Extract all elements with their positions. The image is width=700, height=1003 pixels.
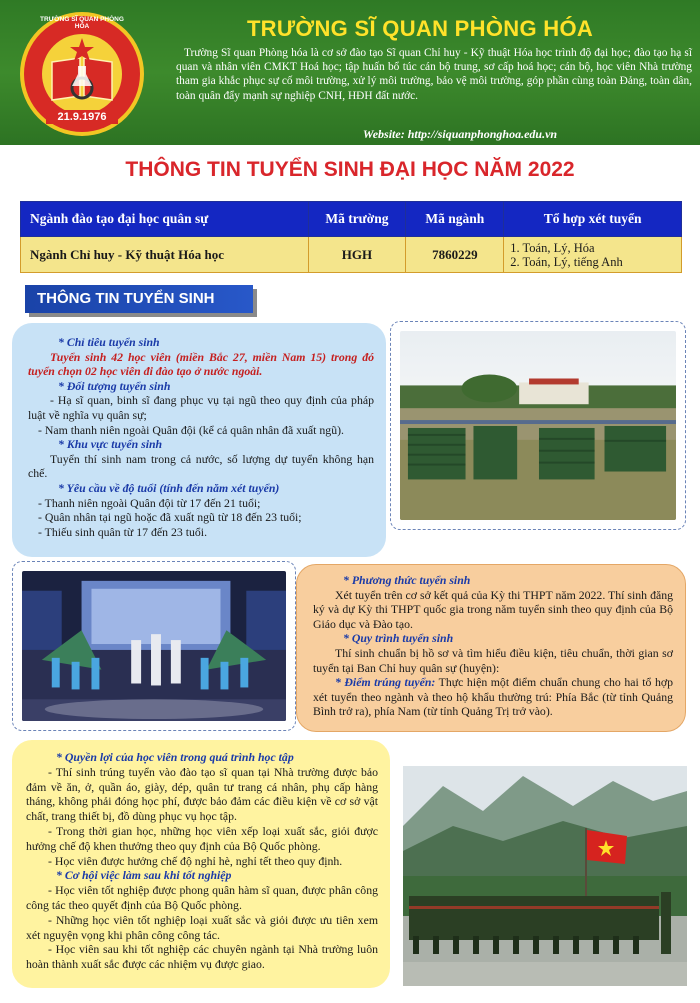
benefits-box: [12, 740, 390, 988]
logo-date: 21.9.1976: [57, 111, 107, 123]
age-item: - Quân nhân tại ngũ hoặc đã xuất ngũ từ 18 đến 23 tuổi;: [38, 510, 302, 525]
score-heading: * Điểm trúng tuyển:: [335, 675, 436, 690]
admission-method-box: [296, 564, 686, 732]
enrollment-info-box: [12, 323, 386, 557]
table-row: [21, 237, 682, 273]
combos-cell: [504, 237, 682, 273]
school-logo: [18, 10, 146, 138]
admission-table: [20, 201, 682, 273]
target-item: - Nam thanh niên ngoài Quân đội (kể cả quân nhân đã xuất ngũ).: [38, 422, 344, 437]
target-item: - Hạ sĩ quan, binh sĩ đang phục vụ tại ngũ theo quy định của pháp luật về nghĩa vụ quân sự;: [28, 393, 374, 422]
major-code-cell: 7860229: [406, 237, 504, 273]
age-heading: * Yêu cầu về độ tuổi (tính đến năm xét tuyển): [58, 480, 280, 495]
benefits-heading: * Quyền lợi của học viên trong quá trình học tập: [56, 750, 294, 764]
major-cell: Ngành Chỉ huy - Kỹ thuật Hóa học: [21, 237, 309, 273]
score-text: [313, 675, 673, 719]
stage-performance-photo: [22, 571, 286, 721]
process-text: Thí sinh chuẩn bị hồ sơ và tìm hiểu điều kiện, tiêu chuẩn, thời gian sơ tuyển tại Ban Chỉ huy quân sự (huyện):: [313, 645, 673, 675]
benefit-item: - Trong thời gian học, những học viên xếp loại xuất sắc, giỏi được hưởng chế độ khen thưởng theo quy định của Bộ Quốc phòng.: [26, 823, 378, 853]
area-heading: * Khu vực tuyển sinh: [58, 437, 163, 452]
table-header: Mã ngành: [406, 202, 504, 237]
career-item: - Những học viên tốt nghiệp loại xuất sắc và giỏi được ưu tiên xem xét nguyện vọng khi phân công công tác.: [26, 912, 378, 942]
table-header-row: [21, 202, 682, 237]
career-item: - Học viên sau khi tốt nghiệp các chuyên ngành tại Nhà trường luôn hoàn thành xuất sắc được các nhiệm vụ được giao.: [26, 942, 378, 972]
age-item: - Thanh niên ngoài Quân đội từ 17 đến 21 tuổi;: [38, 495, 261, 510]
benefit-item: - Thí sinh trúng tuyển vào đào tạo sĩ quan tại Nhà trường được bảo đảm về ăn, ở, quần áo, giày, dép, quân tư trang cá nhân, phụ cấp hàng tháng, không phải đóng học phí, được bảo đảm các điều kiện về cơ sở vật chất, trang thiết bị, đồ dùng phục vụ học tập.: [26, 764, 378, 824]
table-header: Mã trường: [308, 202, 406, 237]
career-heading: * Cơ hội việc làm sau khi tốt nghiệp: [56, 868, 232, 883]
marching-soldiers-photo: [403, 766, 687, 986]
benefit-item: - Học viên được hưởng chế độ nghỉ hè, nghỉ tết theo quy định.: [48, 853, 343, 868]
quota-text: Tuyển sinh 42 học viên (miền Bắc 27, miền Nam 15) trong đó tuyển chọn 02 học viên đi đào tạo ở nước ngoài.: [28, 349, 374, 379]
method-text: Xét tuyển trên cơ sở kết quả của Kỳ thi THPT năm 2022. Thí sinh đăng ký và dự Kỳ thi THPT quốc gia trong năm tuyển sinh theo quy định của Bộ Giáo dục và Đào tạo.: [313, 587, 673, 631]
combo-item: 2. Toán, Lý, tiếng Anh: [510, 254, 623, 269]
photo-frame: [403, 766, 687, 986]
career-item: - Học viên tốt nghiệp được phong quân hàm sĩ quan, được phân công công tác theo quyết định của Bộ Quốc phòng.: [26, 883, 378, 912]
photo-frame: [390, 321, 686, 530]
quota-heading: * Chỉ tiêu tuyển sinh: [58, 335, 160, 349]
school-description: Trường Sĩ quan Phòng hóa là cơ sở đào tạo Sĩ quan Chỉ huy - Kỹ thuật Hóa học trình độ đại học; đào tạo hạ sĩ quan và nhân viên CMKT Hoá học; tập huấn bổ túc cán bộ trung, sơ cấp hoá học; cán bộ, học viên Nhà trường tham gia khắc phục sự cố môi trường, xử lý môi trường, bảo vệ môi trường, góp phần cùng toàn Đảng, toàn dân, toàn quân đẩy mạnh sự nghiệp CNH, HĐH đất nước.: [176, 47, 692, 102]
combo-item: 1. Toán, Lý, Hóa: [510, 240, 595, 255]
target-heading: * Đối tượng tuyển sinh: [58, 378, 171, 393]
school-code-cell: HGH: [308, 237, 406, 273]
website-link[interactable]: Website: http://siquanphonghoa.edu.vn: [362, 127, 558, 141]
logo-arc-text: TRƯỜNG SĨ QUAN PHÒNG HÓA: [40, 16, 124, 30]
school-name: TRƯỜNG SĨ QUAN PHÒNG HÓA: [246, 16, 594, 41]
header-banner: [0, 0, 700, 145]
table-header: Tổ hợp xét tuyển: [504, 202, 682, 237]
age-item: - Thiếu sinh quân từ 17 đến 23 tuổi.: [38, 524, 208, 539]
table-header: Ngành đào tạo đại học quân sự: [21, 202, 309, 237]
page-title: THÔNG TIN TUYỂN SINH ĐẠI HỌC NĂM 2022: [125, 158, 575, 181]
method-heading: * Phương thức tuyển sinh: [343, 573, 471, 587]
process-heading: * Quy trình tuyển sinh: [343, 631, 454, 646]
photo-frame: [12, 561, 296, 731]
area-text: Tuyển thí sinh nam trong cả nước, số lượng dự tuyển không hạn chế.: [28, 451, 374, 481]
score-body: Thực hiện một điểm chuẩn chung cho hai tổ hợp xét tuyển theo ngành và theo hộ khẩu thường trú: Phía Bắc (từ tỉnh Quảng Bình trở ra), phía Nam (từ tỉnh Quảng Trị trở vào).: [313, 675, 673, 719]
section-label: THÔNG TIN TUYỂN SINH: [25, 285, 253, 313]
parade-ground-photo: [400, 331, 676, 520]
